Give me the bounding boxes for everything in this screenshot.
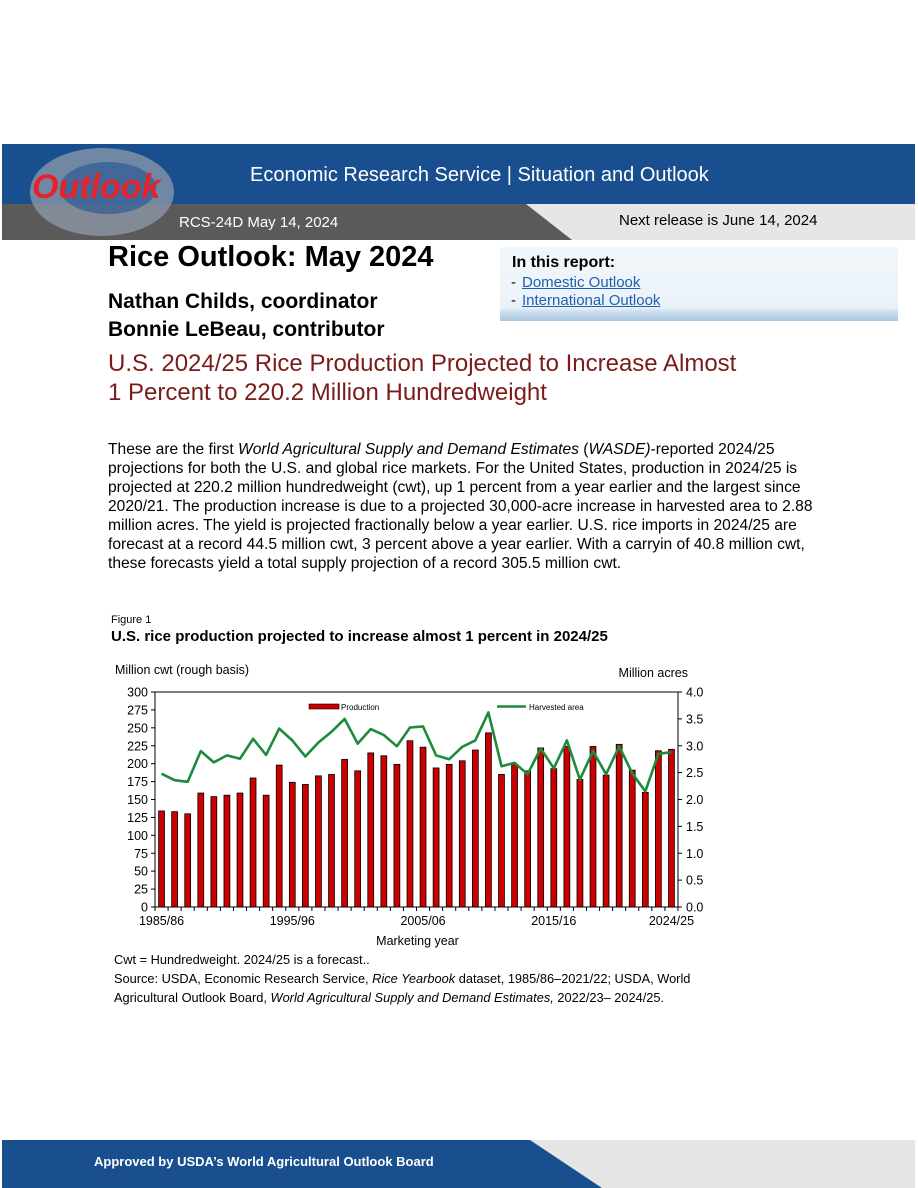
toc-bullet: - xyxy=(511,274,516,291)
legend-production-swatch xyxy=(309,704,339,709)
y-tick-label-left: 200 xyxy=(127,757,148,772)
production-bar xyxy=(302,784,308,907)
production-bar xyxy=(211,797,217,907)
production-bar xyxy=(538,748,544,907)
production-bar xyxy=(459,761,465,907)
toc-item xyxy=(511,274,640,291)
production-bar xyxy=(669,749,675,907)
note-cwt: Cwt = Hundredweight. 2024/25 is a forecast.. xyxy=(114,952,370,967)
y-tick-label-left: 275 xyxy=(127,703,148,718)
y-tick-label-left: 225 xyxy=(127,739,148,754)
link-domestic-outlook[interactable]: Domestic Outlook xyxy=(522,274,641,291)
production-bar xyxy=(224,795,230,907)
production-bar xyxy=(250,778,256,907)
y-tick-label-right: 1.0 xyxy=(686,846,704,861)
toc-bullet: - xyxy=(511,292,516,309)
report-code: RCS-24D May 14, 2024 xyxy=(179,214,339,231)
production-bar xyxy=(407,741,413,907)
y-tick-label-right: 0.5 xyxy=(686,873,704,888)
production-bar xyxy=(512,764,518,907)
y-tick-label-right: 0.0 xyxy=(686,900,704,915)
author-contributor: Bonnie LeBeau, contributor xyxy=(108,318,385,341)
headline-line-1: U.S. 2024/25 Rice Production Projected to Increase Almost xyxy=(108,350,737,377)
production-bar xyxy=(329,774,335,907)
body-paragraph: These are the first World Agricultural Supply and Demand Estimates (WASDE)-reported 2024/25 projections for both the U.S. and global rice markets. For the United States, production in 2024/25 is projected at 220.2 million hundredweight (cwt), up 1 percent from a year earlier and the largest since 2020/21. The production increase is due to a projected 30,000-acre increase in harvested area to 2.88 million acres. The yield is projected fractionally below a year earlier. U.S. rice imports in 2024/25 are forecast at a record 44.5 million cwt, 3 percent above a year earlier. With a carryin of 40.8 million cwt, these forecasts yield a total supply projection of a record 305.5 million cwt. xyxy=(108,441,813,572)
rice-production-chart xyxy=(110,658,710,950)
toc-heading: In this report: xyxy=(512,254,616,271)
x-tick-label: 1995/96 xyxy=(269,914,315,928)
production-bar xyxy=(159,811,165,907)
production-bar xyxy=(499,774,505,907)
production-bar xyxy=(446,764,452,907)
y-tick-label-left: 250 xyxy=(127,721,148,736)
y-axis-right-label: Million acres xyxy=(618,666,688,680)
production-bar xyxy=(394,764,400,907)
production-bar xyxy=(577,779,583,907)
production-bar xyxy=(172,812,178,907)
production-bar xyxy=(655,751,661,907)
y-tick-label-right: 2.0 xyxy=(686,793,704,807)
header-title: Economic Research Service | Situation and Outlook xyxy=(250,164,709,186)
production-bar xyxy=(315,776,321,907)
production-bar xyxy=(642,792,648,907)
x-tick-label: 1985/86 xyxy=(138,914,185,928)
y-tick-label-left: 100 xyxy=(127,828,148,843)
production-bar xyxy=(342,759,348,907)
plot-frame xyxy=(155,692,678,907)
production-bar xyxy=(564,746,570,907)
y-tick-label-left: 175 xyxy=(127,775,148,790)
figure-notes xyxy=(114,950,714,1007)
y-tick-label-right: 4.0 xyxy=(686,685,704,700)
figure-label: Figure 1 xyxy=(111,614,152,626)
production-bar xyxy=(263,795,269,907)
chart-svg xyxy=(110,658,710,950)
link-international-outlook[interactable]: International Outlook xyxy=(522,292,661,309)
outlook-logo xyxy=(26,144,186,240)
x-axis-label: Marketing year xyxy=(376,934,459,948)
report-footer xyxy=(2,1140,915,1188)
y-tick-label-left: 25 xyxy=(134,882,148,897)
production-bar xyxy=(368,753,374,907)
x-tick-label: 2005/06 xyxy=(400,914,446,928)
logo-text: Outlook xyxy=(32,168,161,206)
y-tick-label-right: 1.5 xyxy=(686,819,704,834)
x-tick-label: 2015/16 xyxy=(531,914,577,928)
figure-title: U.S. rice production projected to increase almost 1 percent in 2024/25 xyxy=(111,628,608,645)
legend-production-label: Production xyxy=(341,703,380,712)
production-bar xyxy=(185,814,191,907)
next-release: Next release is June 14, 2024 xyxy=(619,212,818,229)
production-bar xyxy=(590,746,596,907)
production-bar xyxy=(629,770,635,907)
production-bar xyxy=(616,744,622,907)
y-tick-label-right: 3.5 xyxy=(686,712,704,727)
production-bar xyxy=(355,771,361,907)
production-bar xyxy=(603,775,609,907)
production-bar xyxy=(525,771,531,907)
report-title: Rice Outlook: May 2024 xyxy=(108,241,434,273)
y-tick-label-left: 150 xyxy=(127,793,148,807)
production-bar xyxy=(237,793,243,907)
production-bar xyxy=(472,750,478,907)
y-tick-label-left: 0 xyxy=(141,900,148,915)
y-tick-label-left: 75 xyxy=(134,846,148,861)
production-bar xyxy=(433,768,439,907)
y-tick-label-left: 125 xyxy=(127,810,148,825)
x-tick-label: 2024/25 xyxy=(648,914,695,928)
note-source: Source: USDA, Economic Research Service, Rice Yearbook dataset, 1985/86–2021/22; USDA, World Agricultural Outlook Board, World Agricultural Supply and Demand Estimates, 2022/23– 2024/25. xyxy=(114,971,691,1005)
y-tick-label-left: 50 xyxy=(134,864,148,879)
production-bar xyxy=(289,782,295,907)
y-tick-label-left: 300 xyxy=(127,685,148,700)
production-bar xyxy=(485,733,491,907)
headline-line-2: 1 Percent to 220.2 Million Hundredweight xyxy=(108,379,547,406)
in-this-report-box xyxy=(500,247,898,321)
y-axis-left-label: Million cwt (rough basis) xyxy=(115,663,250,677)
author-coordinator: Nathan Childs, coordinator xyxy=(108,290,378,313)
legend-area-label: Harvested area xyxy=(529,703,584,712)
production-bar xyxy=(276,765,282,907)
production-bar xyxy=(381,756,387,907)
footer-approval: Approved by USDA’s World Agricultural Outlook Board xyxy=(94,1154,434,1169)
production-bar xyxy=(420,747,426,907)
report-header xyxy=(2,144,915,240)
production-bar xyxy=(551,769,557,907)
y-tick-label-right: 3.0 xyxy=(686,739,704,754)
y-tick-label-right: 2.5 xyxy=(686,766,704,781)
production-bar xyxy=(198,793,204,907)
toc-item xyxy=(511,292,660,309)
